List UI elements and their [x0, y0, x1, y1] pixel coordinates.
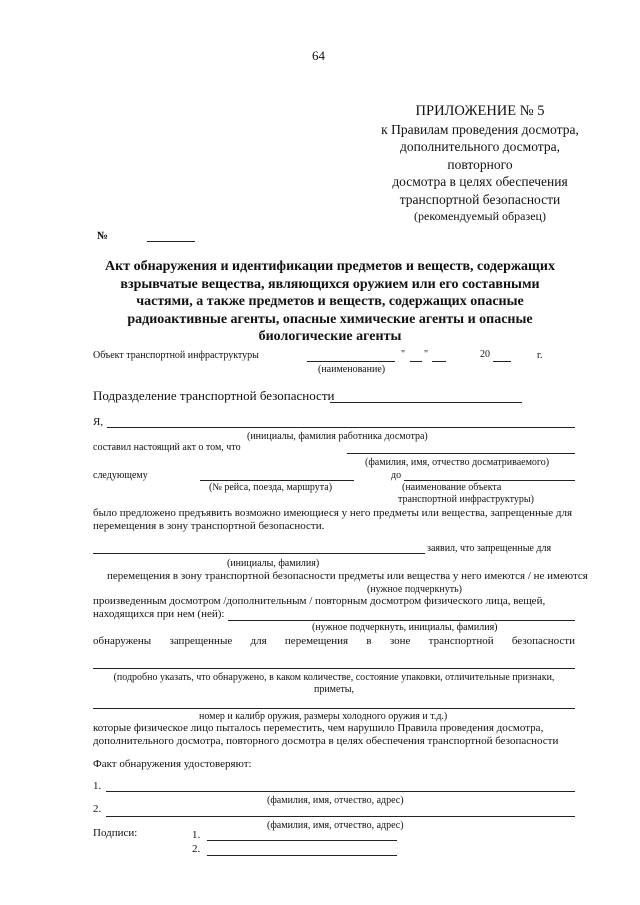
found-field[interactable]	[93, 668, 575, 669]
appendix-line: к Правилам проведения досмотра,	[381, 121, 579, 137]
signature-1-field[interactable]	[207, 840, 397, 841]
flight-field[interactable]	[200, 480, 354, 481]
witness-2-field[interactable]	[106, 816, 575, 817]
appendix-line: дополнительного досмотра,	[400, 139, 560, 154]
ya-label: Я,	[93, 416, 104, 428]
found-word: транспортной	[428, 635, 494, 647]
inspection-paragraph	[93, 595, 575, 620]
signature-2-field[interactable]	[207, 855, 397, 856]
page-number: 64	[312, 48, 325, 63]
title-line: Акт обнаружения и идентификации предметов и веществ, содержащих	[105, 259, 555, 274]
title-line: частями, а также предметов и веществ, содержащих опасные	[136, 294, 524, 309]
found-word: в	[366, 635, 372, 647]
title-line: взрывчатые вещества, являющихся оружием или его составными	[120, 276, 540, 292]
number-field[interactable]	[147, 241, 195, 242]
offered-paragraph	[93, 507, 575, 532]
paragraph-line: находящихся при нем (ней):	[93, 607, 225, 620]
signature-1-label: 1.	[192, 829, 201, 841]
division-field[interactable]	[330, 402, 522, 403]
witness-1-label: 1.	[93, 780, 102, 792]
title-line: биологические агенты	[258, 329, 402, 344]
caption-fio-address: (фамилия, имя, отчество, адрес)	[267, 820, 404, 831]
stated-text: заявил, что запрещенные для	[427, 543, 552, 554]
day-field[interactable]	[410, 361, 422, 362]
appendix-line: досмотра в целях обеспечения	[392, 174, 568, 189]
year-prefix: 20	[480, 349, 490, 360]
caption-object-2: транспортной инфраструктуры)	[398, 494, 534, 505]
act-title	[80, 258, 580, 346]
number-sign: №	[97, 230, 109, 242]
caption-fio-address: (фамилия, имя, отчество, адрес)	[267, 795, 404, 806]
destination-field[interactable]	[404, 480, 575, 481]
appendix-line: транспортной безопасности	[399, 191, 561, 207]
detail-line-2: приметы,	[313, 684, 355, 695]
year-field[interactable]	[493, 361, 511, 362]
found-row	[93, 635, 575, 647]
quote-open: "	[401, 349, 406, 360]
object-label: Объект транспортной инфраструктуры	[93, 350, 259, 361]
do-label: до	[391, 470, 402, 481]
detail-field[interactable]	[93, 708, 575, 709]
caption-person: (фамилия, имя, отчество досматриваемого)	[365, 457, 550, 468]
found-word: запрещенные	[169, 635, 233, 647]
paragraph-line: произведенным досмотром /дополнительным / повторным досмотром физического лица, вещей,	[93, 595, 546, 607]
paragraph-line: перемещения в зону транспортной безопасности.	[93, 519, 325, 532]
division-label: Подразделение транспортной безопасности	[93, 388, 335, 403]
caption-initials: (инициалы, фамилия)	[227, 558, 320, 569]
appendix-line: повторного	[447, 156, 513, 172]
caption-object-1: (наименование объекта	[402, 482, 502, 493]
certify-label: Факт обнаружения удостоверяют:	[93, 758, 252, 770]
person-field[interactable]	[347, 453, 575, 454]
stated-name-field[interactable]	[93, 553, 425, 554]
month-field[interactable]	[432, 361, 446, 362]
found-word: обнаружены	[93, 635, 152, 647]
found-word: для	[250, 635, 267, 647]
following-label: следующему	[93, 470, 148, 481]
appendix-line: (рекомендуемый образец)	[414, 209, 546, 223]
quote-close: "	[424, 349, 429, 360]
caption-flight: (№ рейса, поезда, маршрута)	[209, 482, 333, 493]
found-word: зоне	[389, 635, 411, 647]
composed-text: составил настоящий акт о том, что	[93, 442, 241, 453]
paragraph-line: было предложено предъявить возможно имеющиеся у него предметы или вещества, запрещенные для	[93, 507, 573, 519]
caption-inspector: (инициалы, фамилия работника досмотра)	[247, 431, 428, 442]
found-word: безопасности	[511, 635, 575, 647]
weapon-text: номер и калибр оружия, размеры холодного оружия и т.д.)	[199, 711, 448, 722]
caption-underline-initials: (нужное подчеркнуть, инициалы, фамилия)	[312, 622, 498, 633]
signatures-label: Подписи:	[93, 827, 138, 839]
inspection-field[interactable]	[228, 620, 575, 621]
caption-underline: (нужное подчеркнуть)	[367, 584, 462, 595]
witness-1-field[interactable]	[106, 791, 575, 792]
signature-2-label: 2.	[192, 843, 201, 855]
attempt-paragraph	[93, 722, 575, 747]
inspector-field[interactable]	[107, 427, 575, 428]
object-name-field[interactable]	[307, 361, 395, 362]
caption-name: (наименование)	[318, 364, 386, 375]
year-suffix: г.	[537, 350, 543, 361]
movement-text: перемещения в зону транспортной безопасности предметы или вещества у него имеются / не имеются	[107, 570, 588, 582]
paragraph-line: дополнительного досмотра, повторного досмотра в целях обеспечения транспортной безопасности	[93, 734, 559, 747]
detail-line-1: (подробно указать, что обнаружено, в каком количестве, состояние упаковки, отличительные признаки,	[113, 672, 555, 683]
appendix-block	[330, 103, 630, 226]
appendix-title: ПРИЛОЖЕНИЕ № 5	[415, 103, 545, 119]
witness-2-label: 2.	[93, 803, 102, 815]
title-line: радиоактивные агенты, опасные химические агенты и опасные	[127, 311, 533, 327]
found-word: перемещения	[284, 635, 349, 647]
paragraph-line: которые физическое лицо пыталось переместить, чем нарушило Правила проведения досмотра,	[93, 722, 544, 734]
